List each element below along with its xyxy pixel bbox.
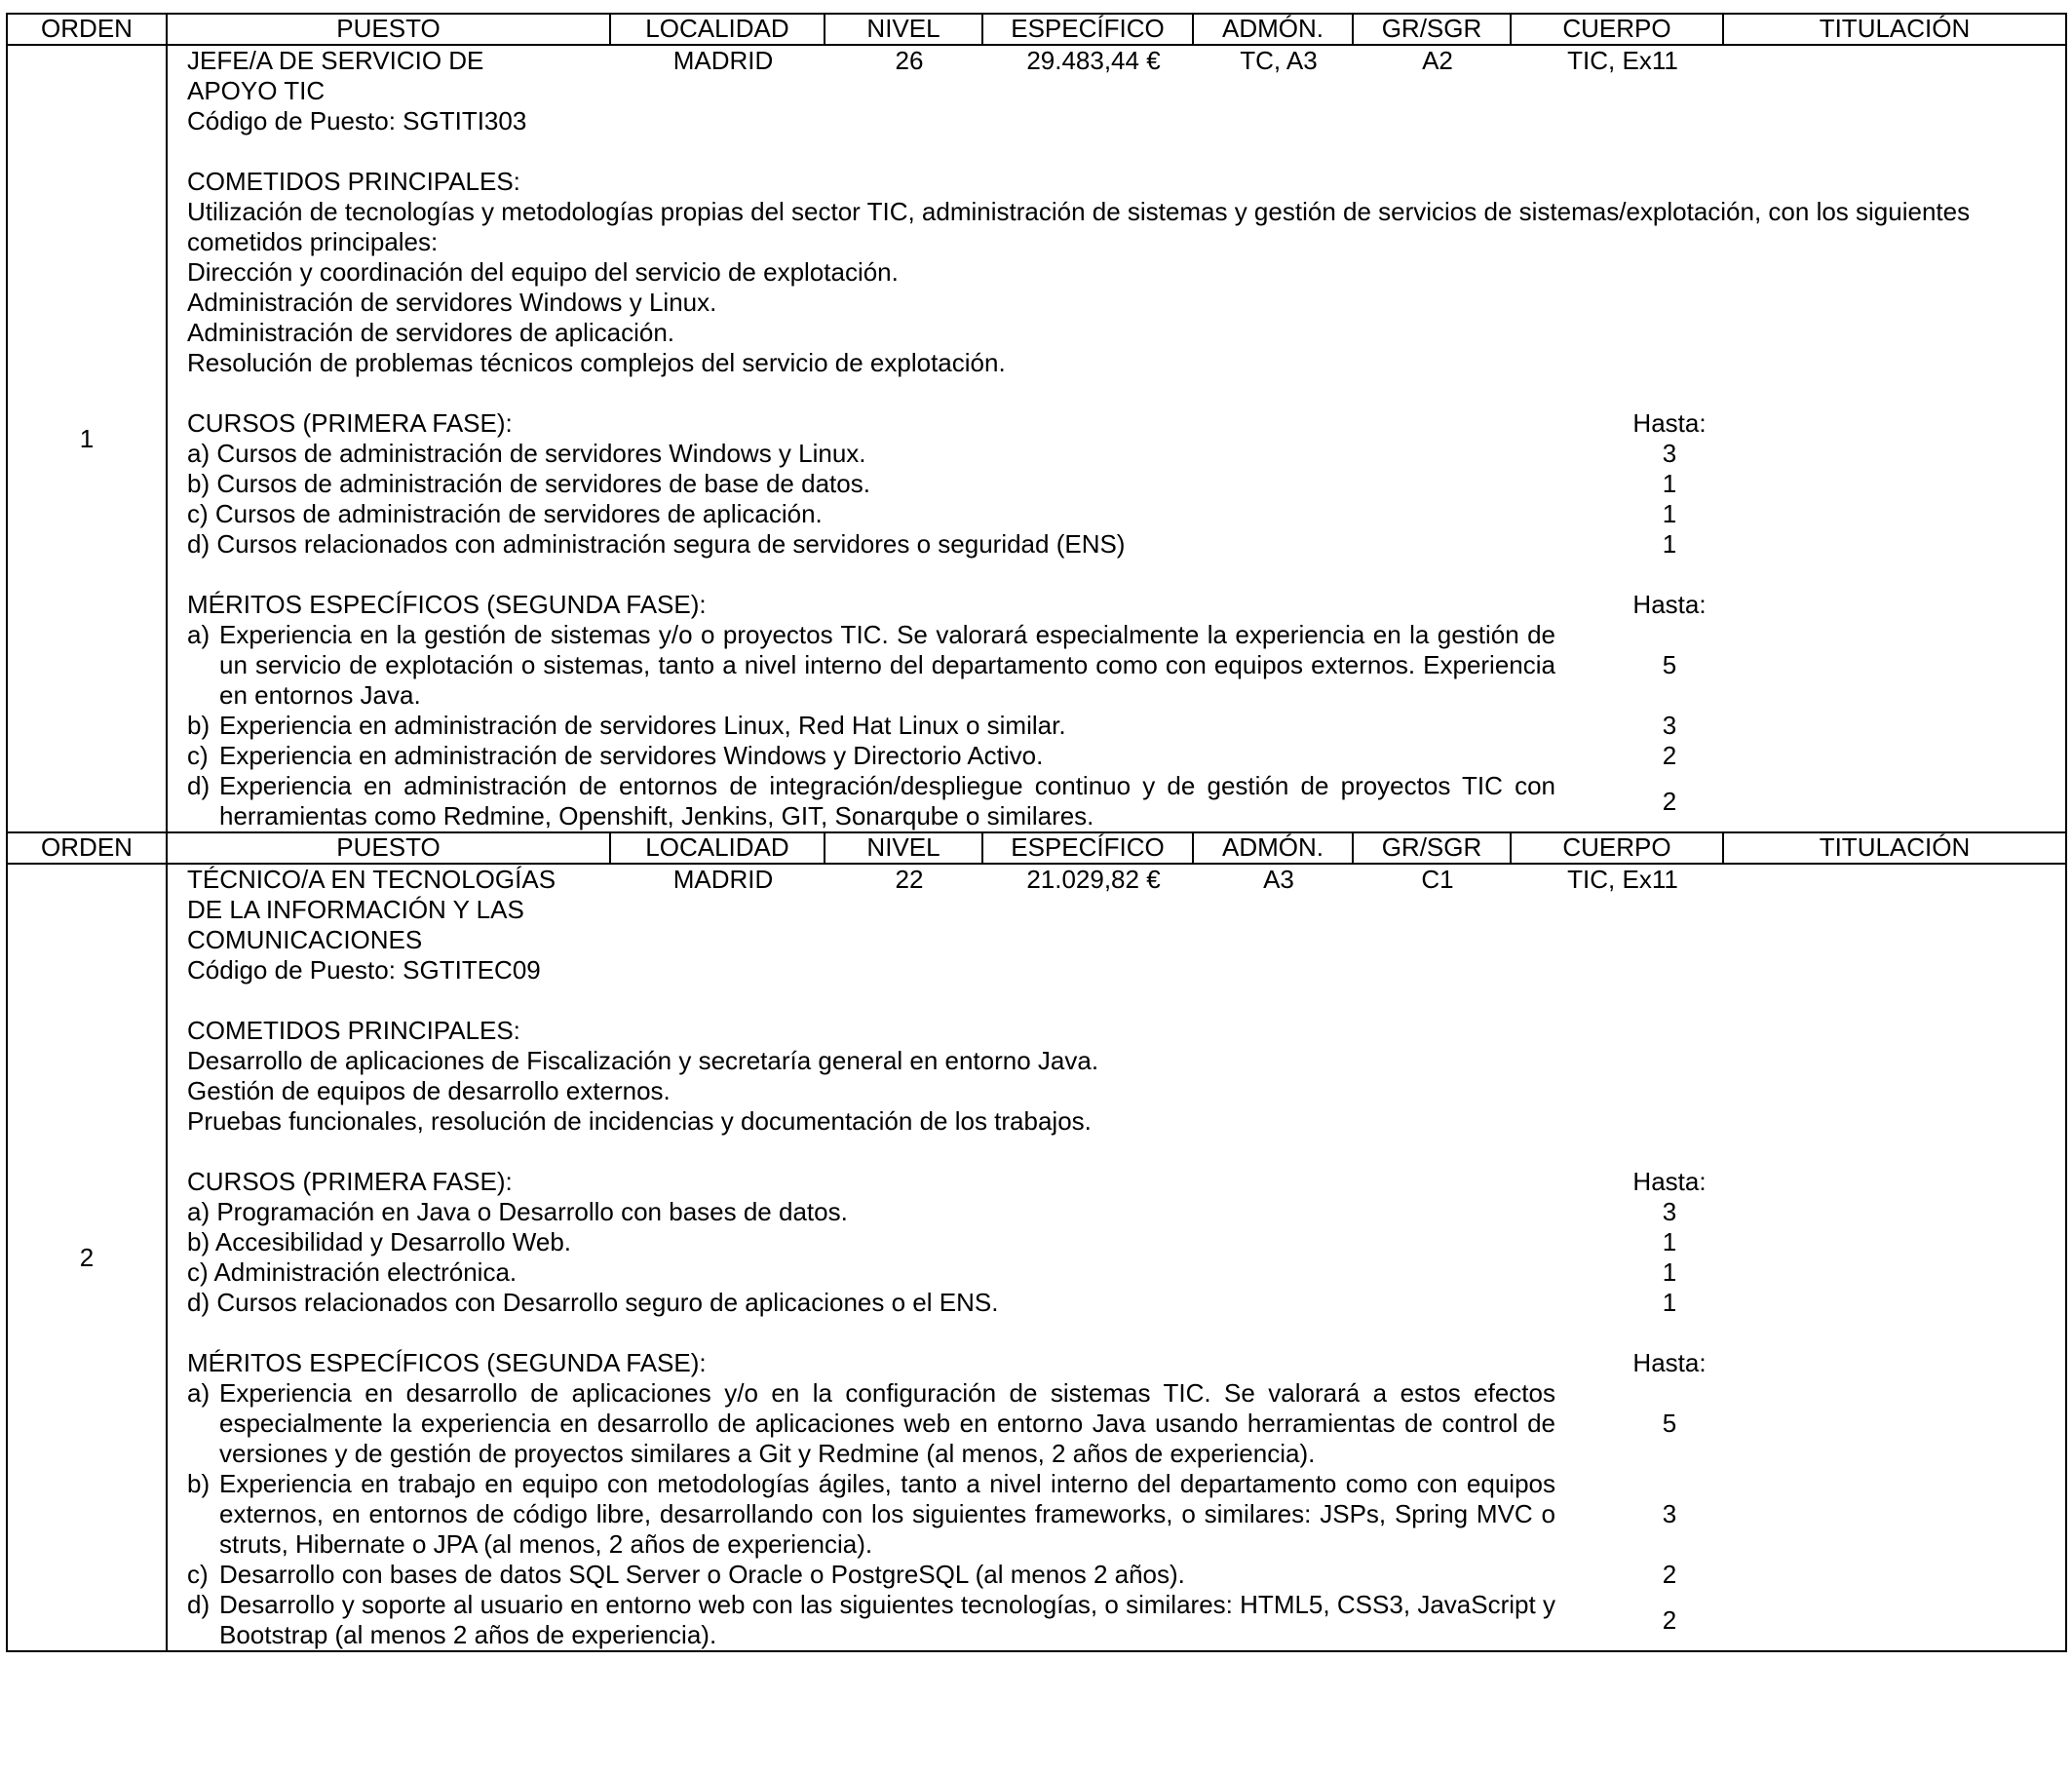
admon-value: TC, A3 xyxy=(1240,46,1318,75)
curso-text: c) Administración electrónica. xyxy=(187,1257,518,1287)
curso-text: b) Cursos de administración de servidores de base de datos. xyxy=(187,469,870,498)
merito-row xyxy=(187,1378,2065,1469)
merito-item xyxy=(187,620,1555,711)
position-body xyxy=(167,45,2066,832)
merito-points: 5 xyxy=(1662,1409,1677,1438)
merito-points: 5 xyxy=(1662,650,1677,679)
positions-table xyxy=(6,13,2067,1652)
localidad-value: MADRID xyxy=(672,46,774,75)
cometido-line: Administración de servidores de aplicación. xyxy=(187,318,675,347)
header-orden: ORDEN xyxy=(7,14,167,45)
merito-points: 2 xyxy=(1662,1604,1677,1635)
merito-label: c) xyxy=(187,741,209,770)
header-gr-sgr: GR/SGR xyxy=(1353,832,1511,864)
header-admon: ADMÓN. xyxy=(1193,832,1353,864)
cometidos-list xyxy=(187,1046,2065,1137)
orden-cell: 1 xyxy=(7,45,167,832)
curso-row xyxy=(187,1288,2065,1318)
meritos-title: MÉRITOS ESPECÍFICOS (SEGUNDA FASE): xyxy=(187,590,707,619)
header-puesto: PUESTO xyxy=(167,14,610,45)
merito-label: d) xyxy=(187,771,211,800)
cursos-hasta-label: Hasta: xyxy=(1632,1167,1707,1196)
merito-row xyxy=(187,1560,2065,1590)
cursos-title: CURSOS (PRIMERA FASE): xyxy=(187,408,513,438)
curso-text: a) Cursos de administración de servidores Windows y Linux. xyxy=(187,439,866,468)
nivel-value: 26 xyxy=(895,46,924,75)
puesto-line: TÉCNICO/A EN TECNOLOGÍAS xyxy=(187,865,556,894)
position-top-row xyxy=(187,865,2065,985)
merito-row xyxy=(187,1590,2065,1650)
especifico-value: 29.483,44 € xyxy=(1026,46,1161,75)
orden-cell: 2 xyxy=(7,864,167,1651)
merito-row xyxy=(187,1469,2065,1560)
cometido-line: cometidos principales: xyxy=(187,227,439,256)
header-admon: ADMÓN. xyxy=(1193,14,1353,45)
localidad-value: MADRID xyxy=(672,865,774,894)
header-localidad: LOCALIDAD xyxy=(610,14,825,45)
header-especifico: ESPECÍFICO xyxy=(982,14,1193,45)
header-nivel: NIVEL xyxy=(825,14,982,45)
merito-item xyxy=(187,1590,1555,1650)
cometido-line: Gestión de equipos de desarrollo externos. xyxy=(187,1076,671,1105)
cursos-title-row xyxy=(187,408,2065,439)
cursos-title-row xyxy=(187,1167,2065,1197)
curso-text: a) Programación en Java o Desarrollo con bases de datos. xyxy=(187,1197,848,1226)
curso-row xyxy=(187,1257,2065,1288)
puesto-line: COMUNICACIONES xyxy=(187,925,423,954)
curso-row xyxy=(187,469,2065,499)
admon-value: A3 xyxy=(1263,865,1294,894)
merito-text: Experiencia en administración de servidores Linux, Red Hat Linux o similar. xyxy=(219,711,1066,740)
merito-row xyxy=(187,620,2065,711)
header-gr-sgr: GR/SGR xyxy=(1353,14,1511,45)
cuerpo-value: TIC, Ex11 xyxy=(1567,46,1678,75)
merito-item xyxy=(187,1378,1555,1469)
merito-text: Experiencia en la gestión de sistemas y/o o proyectos TIC. Se valorará especialmente la experiencia en la gestión de un servicio de explotación o sistemas, tanto a nivel interno del departamento como con equipos externos. Experiencia en entornos Java. xyxy=(219,620,1555,710)
cursos-hasta-label: Hasta: xyxy=(1632,408,1707,438)
curso-points: 1 xyxy=(1662,499,1677,528)
merito-label: d) xyxy=(187,1590,211,1619)
meritos-list xyxy=(187,620,2065,831)
header-orden: ORDEN xyxy=(7,832,167,864)
header-titulacion: TITULACIÓN xyxy=(1723,14,2066,45)
curso-points: 3 xyxy=(1662,439,1677,468)
curso-text: c) Cursos de administración de servidores de aplicación. xyxy=(187,499,823,528)
merito-item xyxy=(187,771,1555,831)
merito-item xyxy=(187,1469,1555,1560)
meritos-title: MÉRITOS ESPECÍFICOS (SEGUNDA FASE): xyxy=(187,1348,707,1377)
curso-row xyxy=(187,1197,2065,1227)
puesto-line: Código de Puesto: SGTITEC09 xyxy=(187,955,541,985)
cursos-title: CURSOS (PRIMERA FASE): xyxy=(187,1167,513,1196)
merito-points: 3 xyxy=(1662,711,1677,740)
merito-label: a) xyxy=(187,620,211,649)
puesto-line: APOYO TIC xyxy=(187,76,326,105)
position-body xyxy=(167,864,2066,1651)
merito-item xyxy=(187,1560,1555,1590)
curso-row xyxy=(187,439,2065,469)
meritos-title-row xyxy=(187,1348,2065,1378)
curso-text: b) Accesibilidad y Desarrollo Web. xyxy=(187,1227,572,1256)
curso-points: 1 xyxy=(1662,469,1677,498)
header-nivel: NIVEL xyxy=(825,832,982,864)
header-row xyxy=(7,832,2066,864)
cometido-line: Pruebas funcionales, resolución de incidencias y documentación de los trabajos. xyxy=(187,1106,1092,1136)
merito-label: a) xyxy=(187,1378,211,1408)
puesto-block xyxy=(187,865,616,985)
puesto-line: JEFE/A DE SERVICIO DE xyxy=(187,46,484,75)
merito-text: Experiencia en trabajo en equipo con metodologías ágiles, tanto a nivel interno del departamento como con equipos externos, en entornos de código libre, desarrollando con los siguientes frameworks, o similares: JSPs, Spring MVC o struts, Hibernate o JPA (al menos, 2 años de experiencia). xyxy=(219,1469,1555,1559)
merito-text: Experiencia en administración de entornos de integración/despliegue continuo y de gestión de proyectos TIC con herramientas como Redmine, Openshift, Jenkins, GIT, Sonarqube o similares. xyxy=(219,771,1555,831)
cometido-line: Dirección y coordinación del equipo del servicio de explotación. xyxy=(187,257,899,287)
cursos-list xyxy=(187,1197,2065,1318)
gr-sgr-value: A2 xyxy=(1422,46,1453,75)
curso-points: 3 xyxy=(1662,1197,1677,1226)
cometido-line: Resolución de problemas técnicos complejos del servicio de explotación. xyxy=(187,348,1006,377)
header-localidad: LOCALIDAD xyxy=(610,832,825,864)
curso-points: 1 xyxy=(1662,1288,1677,1317)
merito-text: Experiencia en administración de servidores Windows y Directorio Activo. xyxy=(219,741,1044,770)
curso-row xyxy=(187,1227,2065,1257)
cuerpo-value: TIC, Ex11 xyxy=(1567,865,1678,894)
nivel-value: 22 xyxy=(895,865,924,894)
cometido-line: Utilización de tecnologías y metodologías propias del sector TIC, administración de sistemas y gestión de servicios de sistemas/explotación, con los siguientes xyxy=(187,197,1971,226)
header-especifico: ESPECÍFICO xyxy=(982,832,1193,864)
meritos-list xyxy=(187,1378,2065,1650)
position-row xyxy=(7,864,2066,1651)
merito-item xyxy=(187,711,1555,741)
curso-points: 1 xyxy=(1662,1227,1677,1256)
meritos-hasta-label: Hasta: xyxy=(1632,1348,1707,1377)
cometidos-title: COMETIDOS PRINCIPALES: xyxy=(187,167,520,196)
position-top-row xyxy=(187,46,2065,136)
cometidos-list xyxy=(187,197,2065,378)
especifico-value: 21.029,82 € xyxy=(1026,865,1161,894)
puesto-line: DE LA INFORMACIÓN Y LAS xyxy=(187,895,524,924)
merito-label: c) xyxy=(187,1560,209,1589)
curso-points: 1 xyxy=(1662,1257,1677,1287)
header-cuerpo: CUERPO xyxy=(1511,14,1723,45)
merito-row xyxy=(187,711,2065,741)
curso-points: 1 xyxy=(1662,529,1677,559)
merito-points: 2 xyxy=(1662,1560,1677,1589)
header-row xyxy=(7,14,2066,45)
merito-points: 2 xyxy=(1662,786,1677,816)
cometido-line: Administración de servidores Windows y Linux. xyxy=(187,288,717,317)
merito-row xyxy=(187,771,2065,831)
merito-label: b) xyxy=(187,1469,211,1498)
positions-document xyxy=(6,13,2065,1652)
merito-text: Desarrollo con bases de datos SQL Server o Oracle o PostgreSQL (al menos 2 años). xyxy=(219,1560,1185,1589)
cursos-list xyxy=(187,439,2065,560)
puesto-block xyxy=(187,46,616,136)
meritos-title-row xyxy=(187,590,2065,620)
position-row xyxy=(7,45,2066,832)
curso-row xyxy=(187,529,2065,560)
curso-text: d) Cursos relacionados con administración segura de servidores o seguridad (ENS) xyxy=(187,529,1126,559)
cometido-line: Desarrollo de aplicaciones de Fiscalización y secretaría general en entorno Java. xyxy=(187,1046,1099,1075)
curso-row xyxy=(187,499,2065,529)
merito-row xyxy=(187,741,2065,771)
merito-points: 3 xyxy=(1662,1499,1677,1528)
merito-text: Desarrollo y soporte al usuario en entorno web con las siguientes tecnologías, o similares: HTML5, CSS3, JavaScript y Bootstrap (al menos 2 años de experiencia). xyxy=(219,1590,1555,1649)
cometidos-title: COMETIDOS PRINCIPALES: xyxy=(187,1016,520,1045)
gr-sgr-value: C1 xyxy=(1421,865,1454,894)
header-cuerpo: CUERPO xyxy=(1511,832,1723,864)
curso-text: d) Cursos relacionados con Desarrollo seguro de aplicaciones o el ENS. xyxy=(187,1288,999,1317)
header-titulacion: TITULACIÓN xyxy=(1723,832,2066,864)
merito-text: Experiencia en desarrollo de aplicaciones y/o en la configuración de sistemas TIC. Se valorará a estos efectos especialmente la experiencia en desarrollo de aplicaciones web en entorno Java usando herramientas de control de versiones y de gestión de proyectos similares a Git y Redmine (al menos, 2 años de experiencia). xyxy=(219,1378,1555,1468)
merito-points: 2 xyxy=(1662,741,1677,770)
merito-label: b) xyxy=(187,711,211,740)
meritos-hasta-label: Hasta: xyxy=(1632,590,1707,619)
header-puesto: PUESTO xyxy=(167,832,610,864)
merito-item xyxy=(187,741,1555,771)
puesto-line: Código de Puesto: SGTITI303 xyxy=(187,106,527,135)
